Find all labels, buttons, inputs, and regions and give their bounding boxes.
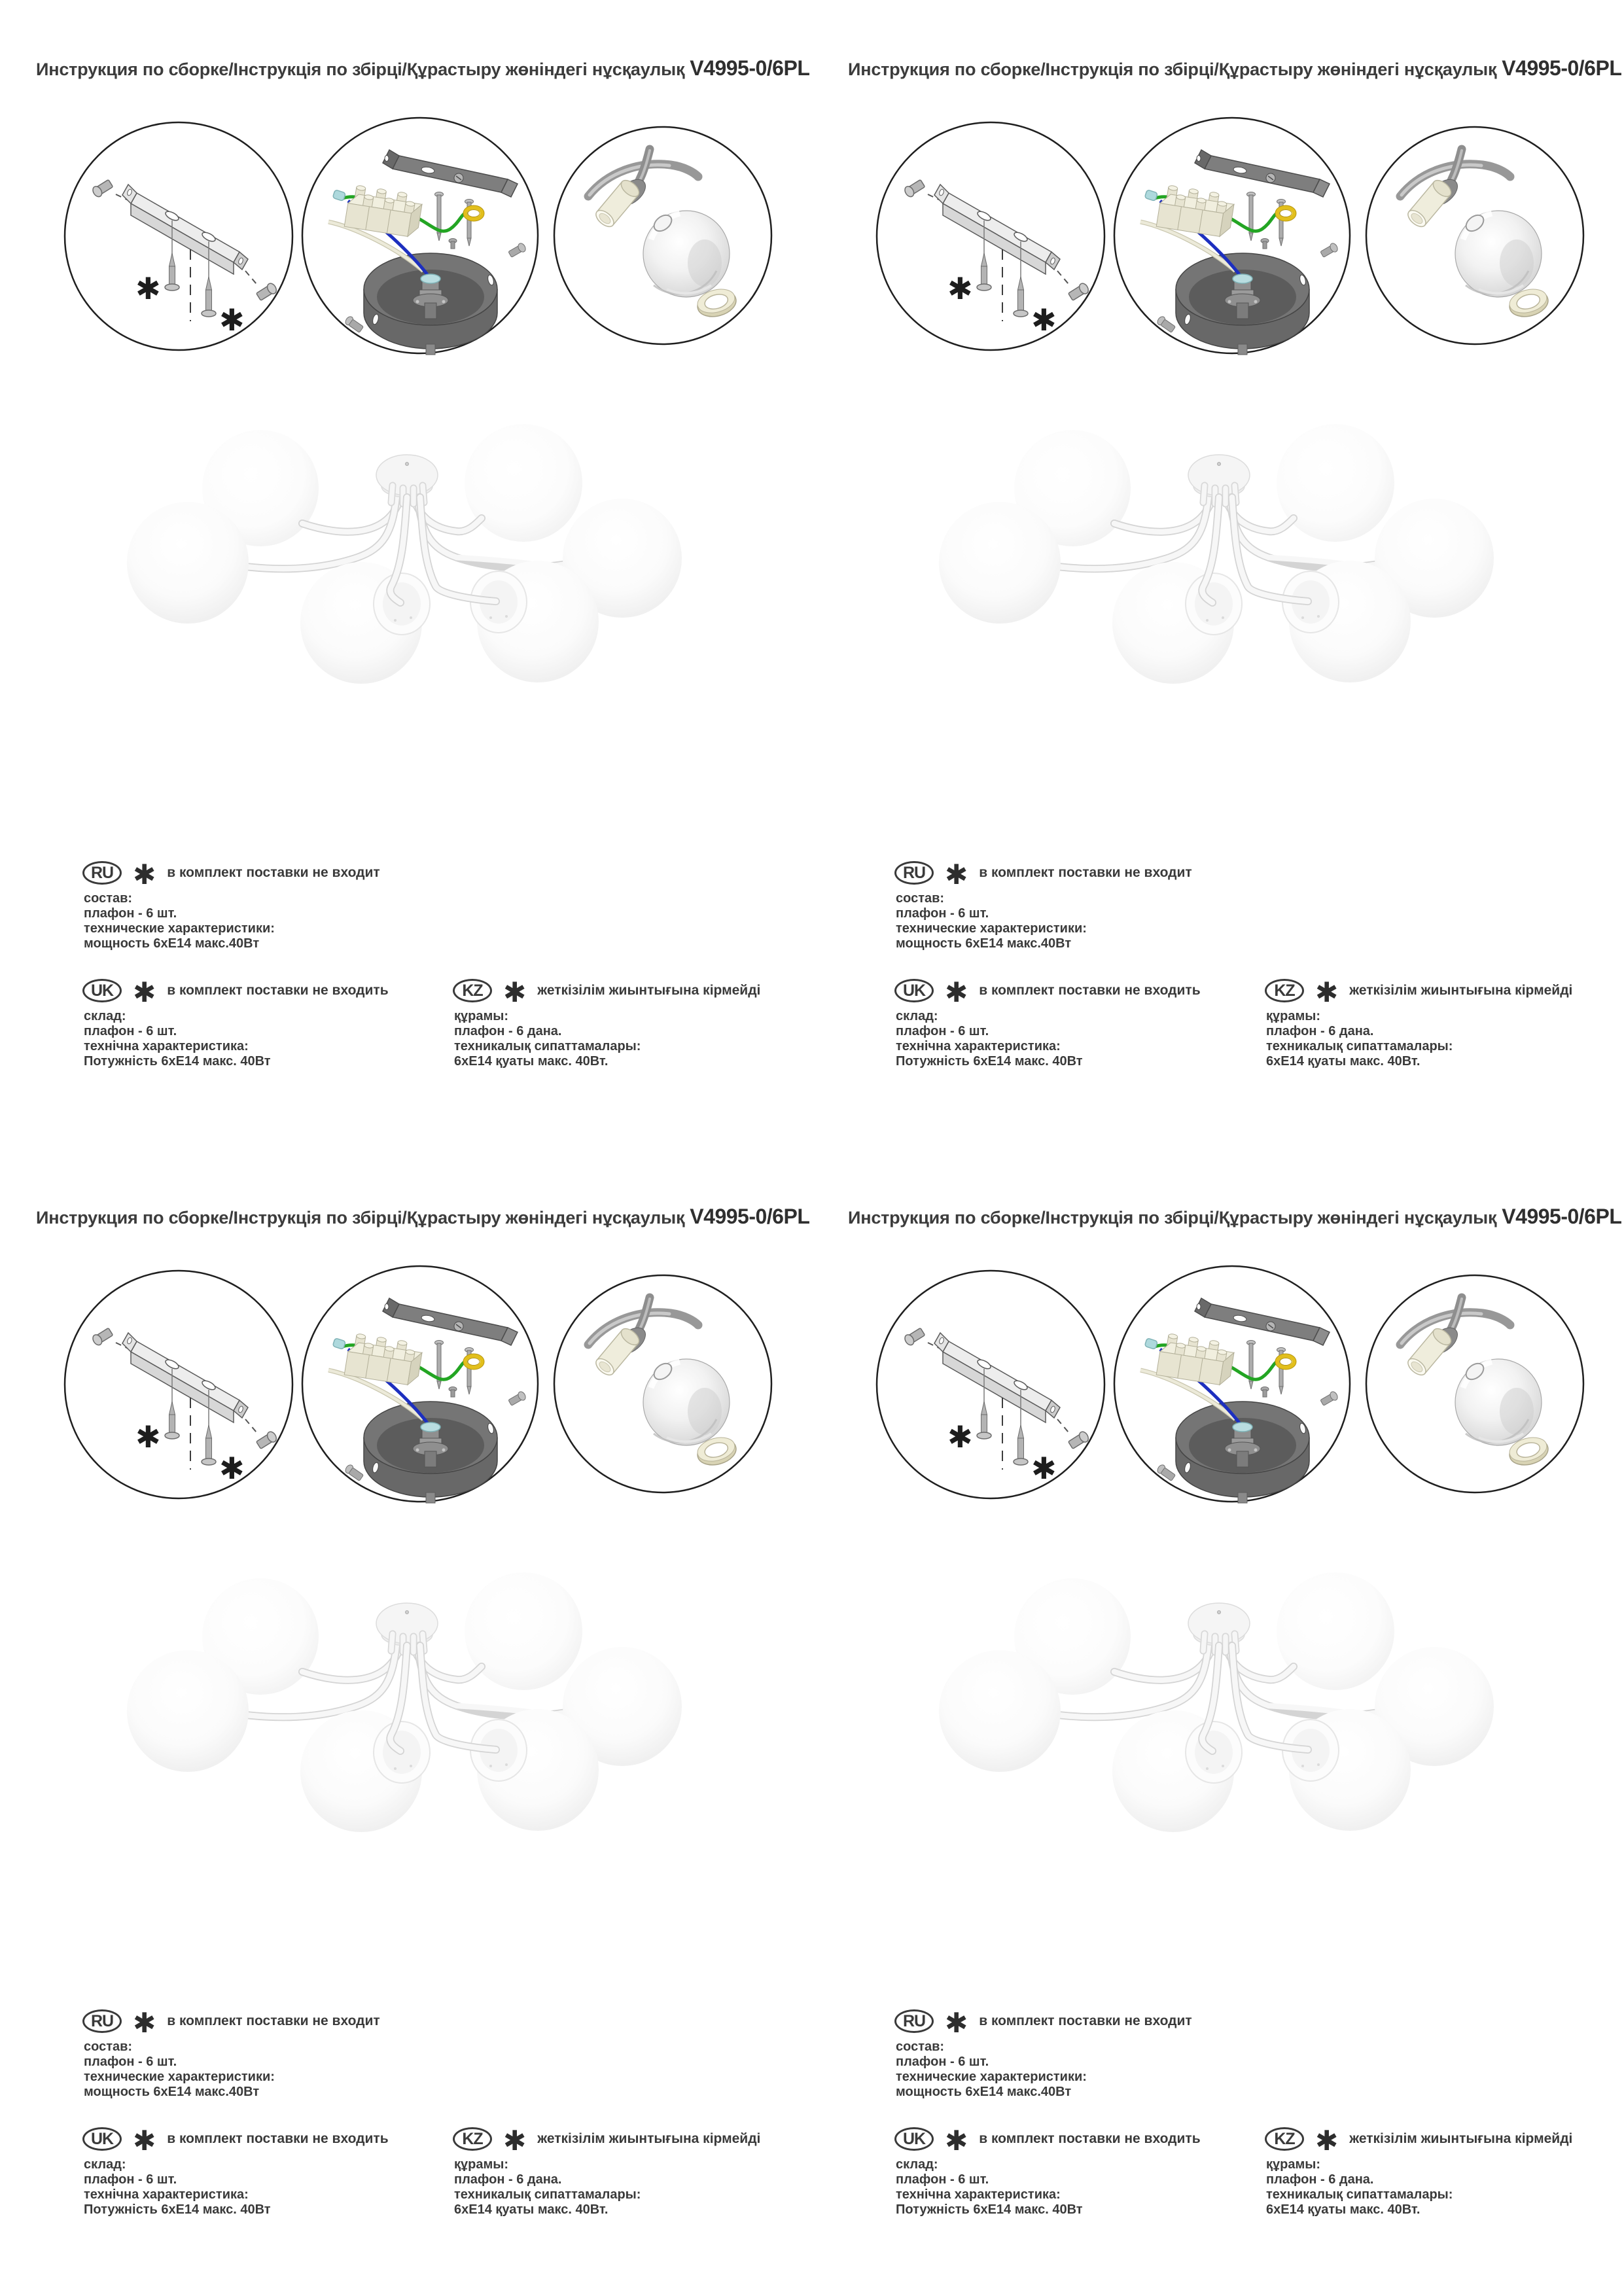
- assembly-step-1-diagram: [62, 120, 295, 353]
- globe-shade: [127, 502, 249, 624]
- ru-note: в комплект поставки не входит: [979, 2013, 1192, 2028]
- spec-line: мощность 6хЕ14 макс.40Вт: [84, 936, 260, 951]
- spec-line: плафон - 6 шт.: [896, 2172, 989, 2187]
- not-included-mark: ✱: [135, 1420, 161, 1454]
- not-included-mark: ✱: [219, 1451, 245, 1485]
- spec-line: плафон - 6 шт.: [896, 2055, 989, 2069]
- assembly-step-1-diagram: [874, 120, 1107, 353]
- spec-line: склад:: [84, 2157, 126, 2172]
- ring-terminal-icon: [1275, 1354, 1296, 1369]
- globe-shade: [1277, 424, 1394, 542]
- assembly-step-2-diagram: [300, 1263, 540, 1504]
- asterisk-icon: ✱: [1315, 976, 1339, 1008]
- spec-line: технические характеристики:: [896, 2070, 1087, 2084]
- title-text: Инструкция по сборке/Інструкція по збірці/Құрастыру жөніндегі нұсқаулық: [848, 60, 1497, 79]
- uk-note-row: [82, 2125, 389, 2157]
- model-number: V4995-0/6PL: [690, 56, 810, 80]
- kz-note: жеткізілім жиынтығына кірмейді: [537, 2131, 761, 2146]
- instruction-sheet: [812, 0, 1624, 1148]
- model-number: V4995-0/6PL: [1502, 1205, 1622, 1228]
- uk-spec-list: [896, 2157, 1083, 2217]
- spec-line: плафон - 6 дана.: [1266, 2172, 1374, 2187]
- assembly-step-2-diagram: [300, 115, 540, 356]
- spec-line: Потужність 6хЕ14 макс. 40Вт: [896, 2202, 1083, 2217]
- page-title: [848, 56, 1621, 80]
- asterisk-icon: ✱: [945, 858, 968, 891]
- spec-line: 6хЕ14 қуаты макс. 40Вт.: [454, 1054, 609, 1069]
- spec-line: плафон - 6 шт.: [896, 906, 989, 921]
- uk-spec-list: [84, 1009, 271, 1069]
- kz-badge: KZ: [453, 2127, 492, 2151]
- assembly-step-1-diagram: [874, 1268, 1107, 1501]
- globe-shade: [127, 1650, 249, 1772]
- uk-badge: UK: [82, 2127, 122, 2151]
- kz-note-row: [453, 2125, 761, 2157]
- uk-note-row: [894, 976, 1201, 1008]
- ring-terminal-icon: [463, 205, 484, 221]
- uk-spec-list: [84, 2157, 271, 2217]
- spec-line: технические характеристики:: [84, 2070, 275, 2084]
- spec-line: плафон - 6 шт.: [84, 2172, 177, 2187]
- spec-line: Потужність 6хЕ14 макс. 40Вт: [896, 1054, 1083, 1069]
- spec-line: құрамы:: [454, 1009, 509, 1023]
- spec-line: технические характеристики:: [896, 921, 1087, 936]
- spec-line: технічна характеристика:: [84, 1039, 249, 1053]
- spec-line: состав:: [84, 2040, 133, 2054]
- globe-shade: [1277, 1572, 1394, 1690]
- ru-spec-list: [84, 891, 275, 951]
- title-text: Инструкция по сборке/Інструкція по збірці/Құрастыру жөніндегі нұсқаулық: [848, 1208, 1497, 1227]
- ru-spec-list: [896, 2040, 1087, 2100]
- title-text: Инструкция по сборке/Інструкція по збірці/Құрастыру жөніндегі нұсқаулық: [36, 60, 685, 79]
- kz-spec-list: [454, 2157, 641, 2217]
- kz-badge: KZ: [1265, 979, 1304, 1002]
- spec-line: технічна характеристика:: [896, 1039, 1061, 1053]
- asterisk-icon: ✱: [503, 2125, 527, 2157]
- uk-note-row: [894, 2125, 1201, 2157]
- spec-line: плафон - 6 дана.: [454, 1024, 562, 1038]
- glass-globe-icon: [1455, 1359, 1542, 1445]
- spec-line: құрамы:: [1266, 2157, 1321, 2172]
- ru-badge: RU: [82, 861, 122, 885]
- page-title: [36, 1205, 809, 1229]
- uk-note: в комплект поставки не входить: [167, 983, 389, 998]
- chandelier-photo: [124, 404, 687, 686]
- spec-line: мощность 6хЕ14 макс.40Вт: [896, 2085, 1072, 2099]
- spec-line: 6хЕ14 қуаты макс. 40Вт.: [454, 2202, 609, 2217]
- uk-badge: UK: [82, 979, 122, 1002]
- spec-line: техникалық сипаттамалары:: [1266, 1039, 1453, 1053]
- asterisk-icon: ✱: [945, 2007, 968, 2039]
- model-number: V4995-0/6PL: [1502, 56, 1622, 80]
- wire-grommet-icon: [421, 274, 440, 283]
- page-title: [848, 1205, 1621, 1229]
- instruction-sheet: [0, 0, 812, 1148]
- chandelier-photo: [936, 404, 1499, 686]
- title-text: Инструкция по сборке/Інструкція по збірці/Құрастыру жөніндегі нұсқаулық: [36, 1208, 685, 1227]
- asterisk-icon: ✱: [133, 2007, 156, 2039]
- spec-line: 6хЕ14 қуаты макс. 40Вт.: [1266, 1054, 1421, 1069]
- ru-note: в комплект поставки не входит: [167, 2013, 380, 2028]
- kz-spec-list: [1266, 1009, 1453, 1069]
- spec-line: технічна характеристика:: [896, 2187, 1061, 2202]
- uk-spec-list: [896, 1009, 1083, 1069]
- spec-line: плафон - 6 шт.: [84, 2055, 177, 2069]
- not-included-mark: ✱: [947, 272, 973, 306]
- assembly-step-3-diagram: [1364, 124, 1586, 347]
- chandelier-photo: [124, 1553, 687, 1834]
- spec-line: мощность 6хЕ14 макс.40Вт: [896, 936, 1072, 951]
- asterisk-icon: ✱: [133, 858, 156, 891]
- spec-line: техникалық сипаттамалары:: [1266, 2187, 1453, 2202]
- glass-globe-icon: [643, 1359, 730, 1445]
- spec-line: плафон - 6 дана.: [1266, 1024, 1374, 1038]
- kz-note: жеткізілім жиынтығына кірмейді: [1349, 2131, 1573, 2146]
- asterisk-icon: ✱: [503, 976, 527, 1008]
- asterisk-icon: ✱: [1315, 2125, 1339, 2157]
- page-title: [36, 56, 809, 80]
- spec-line: состав:: [896, 891, 945, 906]
- ru-note: в комплект поставки не входит: [167, 865, 380, 880]
- glass-globe-icon: [1455, 211, 1542, 297]
- asterisk-icon: ✱: [133, 2125, 156, 2157]
- ru-spec-list: [84, 2040, 275, 2100]
- not-included-mark: ✱: [1031, 303, 1057, 337]
- spec-line: техникалық сипаттамалары:: [454, 1039, 641, 1053]
- globe-shade: [939, 1650, 1061, 1772]
- asterisk-icon: ✱: [945, 976, 968, 1008]
- assembly-step-3-diagram: [1364, 1273, 1586, 1495]
- spec-line: технічна характеристика:: [84, 2187, 249, 2202]
- kz-note-row: [1265, 976, 1573, 1008]
- kz-note-row: [1265, 2125, 1573, 2157]
- ru-note-row: [894, 858, 1192, 891]
- not-included-mark: ✱: [135, 272, 161, 306]
- spec-line: склад:: [896, 1009, 938, 1023]
- uk-note: в комплект поставки не входить: [167, 2131, 389, 2146]
- globe-shade: [465, 424, 582, 542]
- ru-note-row: [82, 858, 380, 891]
- not-included-mark: ✱: [947, 1420, 973, 1454]
- uk-badge: UK: [894, 2127, 934, 2151]
- ru-spec-list: [896, 891, 1087, 951]
- globe-shade: [465, 1572, 582, 1690]
- spec-line: құрамы:: [1266, 1009, 1321, 1023]
- spec-line: плафон - 6 шт.: [896, 1024, 989, 1038]
- wire-grommet-icon: [421, 1422, 440, 1432]
- ring-terminal-icon: [1275, 205, 1296, 221]
- kz-spec-list: [1266, 2157, 1453, 2217]
- spec-line: 6хЕ14 қуаты макс. 40Вт.: [1266, 2202, 1421, 2217]
- spec-line: құрамы:: [454, 2157, 509, 2172]
- spec-line: состав:: [84, 891, 133, 906]
- kz-note: жеткізілім жиынтығына кірмейді: [1349, 983, 1573, 998]
- not-included-mark: ✱: [1031, 1451, 1057, 1485]
- wire-grommet-icon: [1233, 1422, 1252, 1432]
- assembly-step-3-diagram: [552, 1273, 774, 1495]
- uk-badge: UK: [894, 979, 934, 1002]
- uk-note: в комплект поставки не входить: [979, 983, 1201, 998]
- spec-line: Потужність 6хЕ14 макс. 40Вт: [84, 2202, 271, 2217]
- spec-line: плафон - 6 шт.: [84, 1024, 177, 1038]
- assembly-step-1-diagram: [62, 1268, 295, 1501]
- uk-note: в комплект поставки не входить: [979, 2131, 1201, 2146]
- kz-badge: KZ: [453, 979, 492, 1002]
- assembly-step-2-diagram: [1112, 115, 1352, 356]
- spec-line: состав:: [896, 2040, 945, 2054]
- globe-shade: [939, 502, 1061, 624]
- model-number: V4995-0/6PL: [690, 1205, 810, 1228]
- uk-note-row: [82, 976, 389, 1008]
- spec-line: склад:: [84, 1009, 126, 1023]
- glass-globe-icon: [643, 211, 730, 297]
- not-included-mark: ✱: [219, 303, 245, 337]
- kz-note: жеткізілім жиынтығына кірмейді: [537, 983, 761, 998]
- ru-badge: RU: [82, 2009, 122, 2033]
- ru-note-row: [894, 2007, 1192, 2039]
- asterisk-icon: ✱: [945, 2125, 968, 2157]
- assembly-step-3-diagram: [552, 124, 774, 347]
- spec-line: Потужність 6хЕ14 макс. 40Вт: [84, 1054, 271, 1069]
- ru-note-row: [82, 2007, 380, 2039]
- kz-note-row: [453, 976, 761, 1008]
- ru-note: в комплект поставки не входит: [979, 865, 1192, 880]
- chandelier-photo: [936, 1553, 1499, 1834]
- kz-badge: KZ: [1265, 2127, 1304, 2151]
- asterisk-icon: ✱: [133, 976, 156, 1008]
- ru-badge: RU: [894, 2009, 934, 2033]
- ru-badge: RU: [894, 861, 934, 885]
- spec-line: техникалық сипаттамалары:: [454, 2187, 641, 2202]
- assembly-step-2-diagram: [1112, 1263, 1352, 1504]
- spec-line: плафон - 6 дана.: [454, 2172, 562, 2187]
- spec-line: технические характеристики:: [84, 921, 275, 936]
- kz-spec-list: [454, 1009, 641, 1069]
- ring-terminal-icon: [463, 1354, 484, 1369]
- instruction-sheet: [0, 1148, 812, 2296]
- spec-line: мощность 6хЕ14 макс.40Вт: [84, 2085, 260, 2099]
- wire-grommet-icon: [1233, 274, 1252, 283]
- spec-line: склад:: [896, 2157, 938, 2172]
- spec-line: плафон - 6 шт.: [84, 906, 177, 921]
- instruction-sheet: [812, 1148, 1624, 2296]
